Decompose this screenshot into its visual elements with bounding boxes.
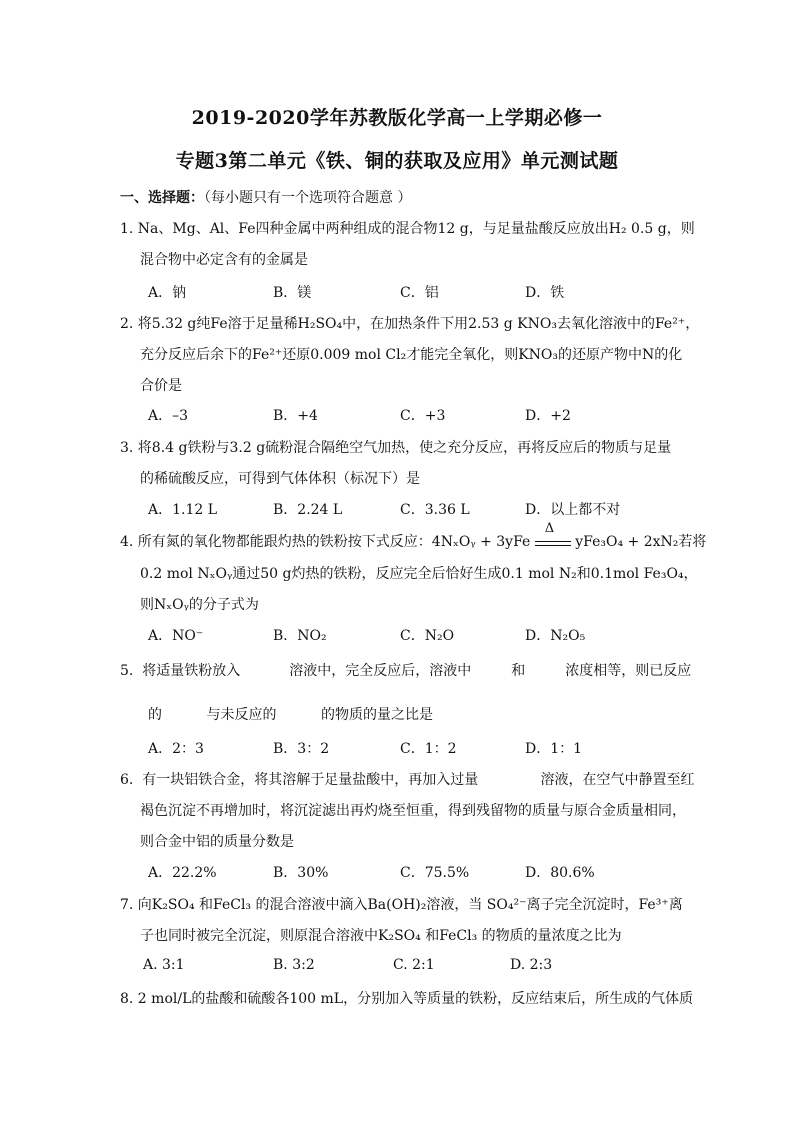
question-7-option-b: B. 3:2 [273, 957, 315, 973]
question-1-option-c: C．铝 [400, 285, 439, 301]
question-7-option-a: A. 3:1 [143, 957, 185, 973]
question-7-line-1: 7. 向K₂SO₄ 和FeCl₃ 的混合溶液中滴入Ba(OH)₂溶液，当 SO₄²⁻离子完全沉淀时，Fe³⁺离 [120, 897, 683, 913]
question-4-line-3: 则NₓOᵧ的分子式为 [140, 597, 259, 613]
question-5-option-a: A．2：3 [148, 741, 204, 757]
question-1-option-d: D．铁 [525, 285, 565, 301]
question-4-line-1 [120, 521, 707, 551]
question-5-line-1: 5. 将适量铁粉放入 溶液中，完全反应后，溶液中 和 浓度相等，则已反应 [120, 663, 692, 679]
question-5-option-d: D．1：1 [525, 741, 583, 757]
document-title: 2019-2020学年苏教版化学高一上学期必修一 [191, 107, 603, 129]
question-2-line-1: 2. 将5.32 g纯Fe溶于足量稀H₂SO₄中，在加热条件下用2.53 g KNO₃去氧化溶液中的Fe²⁺， [120, 316, 700, 332]
question-3-option-a: A．1.12 L [148, 502, 218, 518]
heat-condition-arrow [535, 521, 571, 549]
question-4-equation-left: 4. 所有氮的氧化物都能跟灼热的铁粉按下式反应：4NₓOᵧ + 3yFe [120, 534, 531, 550]
question-8-line-1: 8. 2 mol/L的盐酸和硫酸各100 mL，分别加入等质量的铁粉，反应结束后，所生成的气体质 [120, 991, 694, 1007]
document-subtitle: 专题3第二单元《铁、铜的获取及应用》单元测试题 [175, 150, 619, 172]
section-heading [120, 187, 411, 207]
heat-condition-symbol: Δ [544, 521, 555, 536]
question-2-option-a: A．–3 [148, 408, 189, 424]
question-3-line-1: 3. 将8.4 g铁粉与3.2 g硫粉混合隔绝空气加热，使之充分反应，再将反应后的物质与足量 [120, 440, 672, 456]
question-2-option-c: C．+3 [400, 408, 446, 424]
question-6-option-d: D．80.6% [525, 865, 595, 881]
question-4-line-2: 0.2 mol NₓOᵧ通过50 g灼热的铁粉，反应完全后恰好生成0.1 mol N₂和0.1mol Fe₃O₄， [140, 566, 698, 582]
question-2-line-2: 充分反应后余下的Fe²⁺还原0.009 mol Cl₂才能完全氧化，则KNO₃的还原产物中N的化 [140, 347, 683, 363]
question-6-line-2: 褐色沉淀不再增加时，将沉淀滤出再灼烧至恒重，得到残留物的质量与原合金质量相同， [140, 803, 686, 819]
question-6-option-c: C．75.5% [400, 865, 470, 881]
section-note: （每小题只有一个选项符合题意 ） [204, 190, 412, 206]
question-3-option-d: D．以上都不对 [525, 502, 621, 518]
question-5-option-c: C．1：2 [400, 741, 457, 757]
question-4-option-a: A．NO⁻ [148, 628, 204, 644]
question-1-option-b: B．镁 [273, 285, 312, 301]
question-6-line-1: 6. 有一块铝铁合金，将其溶解于足量盐酸中，再加入过量 溶液，在空气中静置至红 [120, 772, 695, 788]
question-1-line-2: 混合物中必定含有的金属是 [140, 252, 308, 268]
question-2-line-3: 合价是 [140, 378, 182, 394]
question-5-option-b: B．3：2 [273, 741, 330, 757]
question-1-line-1: 1. Na、Mg、Al、Fe四种金属中两种组成的混合物12 g，与足量盐酸反应放出H₂ 0.5 g，则 [120, 221, 695, 237]
question-7-option-c: C. 2:1 [393, 957, 435, 973]
question-7-option-d: D. 2:3 [510, 957, 553, 973]
question-4-equation-right: yFe₃O₄ + 2xN₂若将 [575, 534, 707, 550]
question-4-option-c: C．N₂O [400, 628, 455, 644]
section-title: 一、选择题： [120, 190, 204, 206]
question-3-option-b: B．2.24 L [273, 502, 343, 518]
question-3-option-c: C．3.36 L [400, 502, 470, 518]
question-7-line-2: 子也同时被完全沉淀，则原混合溶液中K₂SO₄ 和FeCl₃ 的物质的量浓度之比为 [140, 928, 622, 944]
question-6-option-a: A．22.2% [148, 865, 217, 881]
question-2-option-d: D．+2 [525, 408, 571, 424]
question-6-line-3: 则合金中铝的质量分数是 [140, 834, 294, 850]
question-3-line-2: 的稀硫酸反应，可得到气体体积（标况下）是 [140, 471, 420, 487]
question-1-option-a: A．钠 [148, 285, 187, 301]
question-4-option-b: B．NO₂ [273, 628, 327, 644]
question-4-option-d: D．N₂O₅ [525, 628, 586, 644]
question-6-option-b: B．30% [273, 865, 329, 881]
question-5-line-2: 的 与未反应的 的物质的量之比是 [148, 707, 434, 723]
question-2-option-b: B．+4 [273, 408, 318, 424]
